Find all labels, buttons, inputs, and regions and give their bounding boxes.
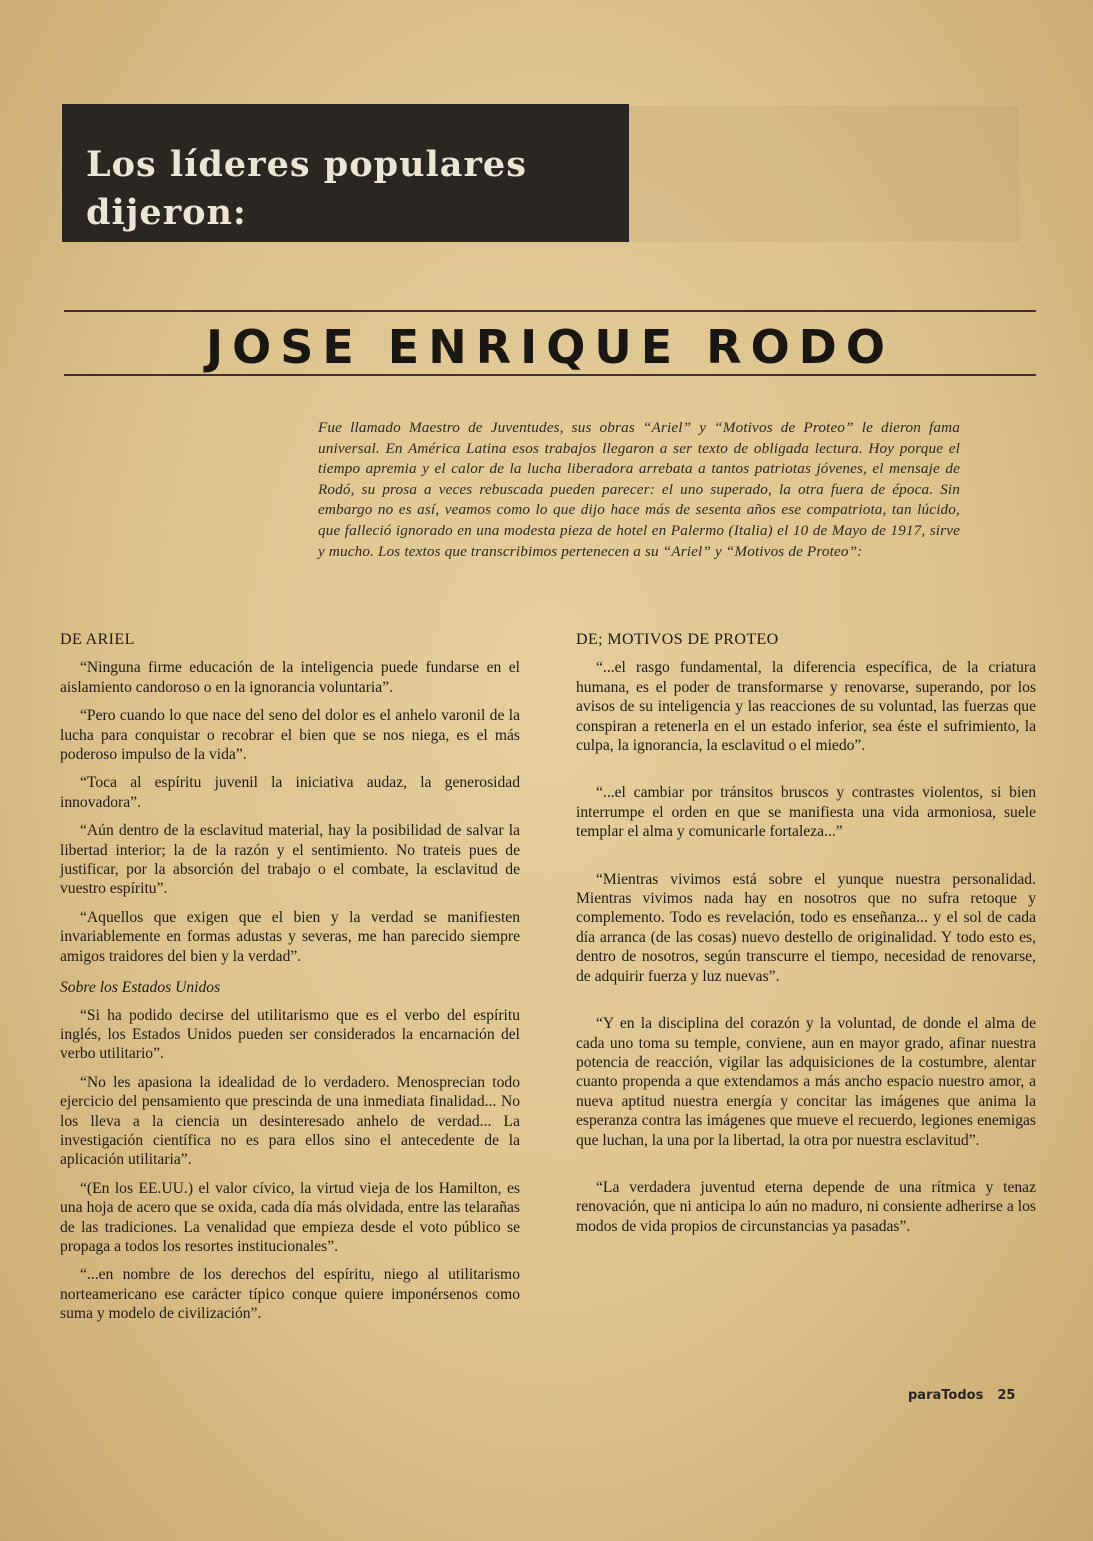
kicker-line-1: Los líderes populares [86, 144, 527, 185]
quote-paragraph: “Toca al espíritu juvenil la iniciativa audaz, la generosidad innovadora”. [60, 774, 520, 811]
quote-paragraph: “Pero cuando lo que nace del seno del dolor es el anhelo varonil de la lucha para conquistar o recobrar el bien que se nos niega, es el más poderoso impulso de la vida”. [60, 707, 520, 764]
page-number: 25 [997, 1388, 1016, 1403]
quote-paragraph: “La verdadera juventud eterna depende de una rítmica y tenaz renovación, que ni anticipa lo aún no maduro, ni consiente adherirse a los modos de vida propios de circunstancias ya pasadas”. [576, 1178, 1036, 1235]
intro-paragraph: Fue llamado Maestro de Juventudes, sus obras “Ariel” y “Motivos de Proteo” le dieron fama universal. En América Latina esos trabajos llegaron a ser texto de obligada lectura. Hoy porque el tiempo apremia y el calor de la lucha liberadora arrebata a tantos patriotas jóvenes, el mensaje de Rodó, su prosa a veces rebuscada pueden parecer: el uno superado, la otra fuera de época. Sin embargo no es así, veamos como lo que dijo hace más de sesenta años ese compatriota, tan lúcido, que falleció ignorado en una modesta pieza de hotel en Palermo (Italia) el 10 de Mayo de 1917, sirve y mucho. Los textos que transcribimos pertenecen a su “Ariel” y “Motivos de Proteo”: [318, 419, 960, 560]
left-column [60, 630, 520, 1333]
quote-paragraph: “Aquellos que exigen que el bien y la verdad se manifiesten invariablemente en formas adustas y severas, me han parecido siempre amigos traidores del bien y la verdad”. [60, 908, 520, 965]
kicker-line-2: dijeron: [86, 192, 247, 233]
right-column [576, 630, 1036, 1247]
quote-paragraph: “Si ha podido decirse del utilitarismo que es el verbo del espíritu inglés, los Estados Unidos pueden ser considerados la encarnación del verbo utilitario”. [60, 1006, 520, 1063]
bottom-rule [64, 374, 1036, 376]
magazine-name: paraTodos [908, 1388, 984, 1403]
subheading-estados-unidos: Sobre los Estados Unidos [60, 979, 221, 997]
quote-paragraph: “Aún dentro de la esclavitud material, hay la posibilidad de salvar la libertad interior; la de la razón y el sentimiento. No trateis pues de justificar, por la absorción del trabajo o el combate, la esclavitud de vuestro espíritu”. [60, 822, 520, 898]
quote-paragraph: “...el rasgo fundamental, la diferencia específica, de la criatura humana, es el poder de transformarse y renovarse, superando, por los avisos de su inteligencia y las reacciones de su voluntad, las fuerzas que conspiran a retenerla en el un estado inferior, sea éste el sufrimiento, la culpa, la ignorancia, la esclavitud o el miedo”. [576, 659, 1036, 755]
top-rule [64, 310, 1036, 312]
page-footer [908, 1388, 1015, 1403]
kicker-banner [62, 104, 629, 242]
quote-paragraph: “(En los EE.UU.) el valor cívico, la virtud vieja de los Hamilton, es una hoja de acero que se oxida, cada día más olvidada, entre las telarañas de las tradiciones. La venalidad que empieza desde el voto público se propaga a todos los resortes institucionales”. [60, 1179, 520, 1255]
quote-paragraph: “No les apasiona la idealidad de lo verdadero. Menosprecian todo ejercicio del pensamiento que prescinda de una inmediata finalidad... No los lleva a la ciencia un desinteresado anhelo de verdad... La investigación científica no es para ellos sino el antecedente de la aplicación utilitaria”. [60, 1073, 520, 1169]
quote-paragraph: “Mientras vivimos está sobre el yunque nuestra personalidad. Mientras vivimos nada hay en nosotros que no sufra retoque y complemento. Todo es revelación, todo es enseñanza... y el sol de cada día arranca (de las cosas) nuevo destello de originalidad. Y todo esto es, dentro de nosotros, según transcurre el tiempo, necesidad de renovarse, de adquirir fuerza y luz nuevas”. [576, 870, 1036, 985]
quote-paragraph: “...el cambiar por tránsitos bruscos y contrastes violentos, si bien interrumpe el orden en que se manifiesta una vida armoniosa, suele templar el alma y comunicarle fortaleza...” [576, 784, 1036, 841]
section-heading-ariel: DE ARIEL [60, 631, 135, 648]
quote-paragraph: “Y en la disciplina del corazón y la voluntad, de donde el alma de cada uno toma su temple, conviene, aun en mayor grado, afinar nuestra potencia de reacción, vigilar las adquisiciones de la costumbre, alentar cuanto propenda a que extendamos a más ancho espacio nuestro amor, a nueva aptitud nuestra energía y concitar las imágenes que anima la esperanza contra las imágenes que mueve el recuerdo, legiones enemigas que luchan, la una por la libertad, la otra por nuestra esclavitud”. [576, 1015, 1036, 1149]
quote-paragraph: “...en nombre de los derechos del espíritu, niego al utilitarismo norteamericano ese carácter típico conque quiere imponérsenos como suma y modelo de civilización”. [60, 1266, 520, 1323]
faded-background-block [629, 106, 1019, 242]
quote-paragraph: “Ninguna firme educación de la inteligencia puede fundarse en el aislamiento candoroso o en la ignorancia voluntaria”. [60, 659, 520, 696]
article-title: JOSE ENRIQUE RODO [206, 320, 894, 374]
section-heading-proteo: DE; MOTIVOS DE PROTEO [576, 631, 779, 648]
